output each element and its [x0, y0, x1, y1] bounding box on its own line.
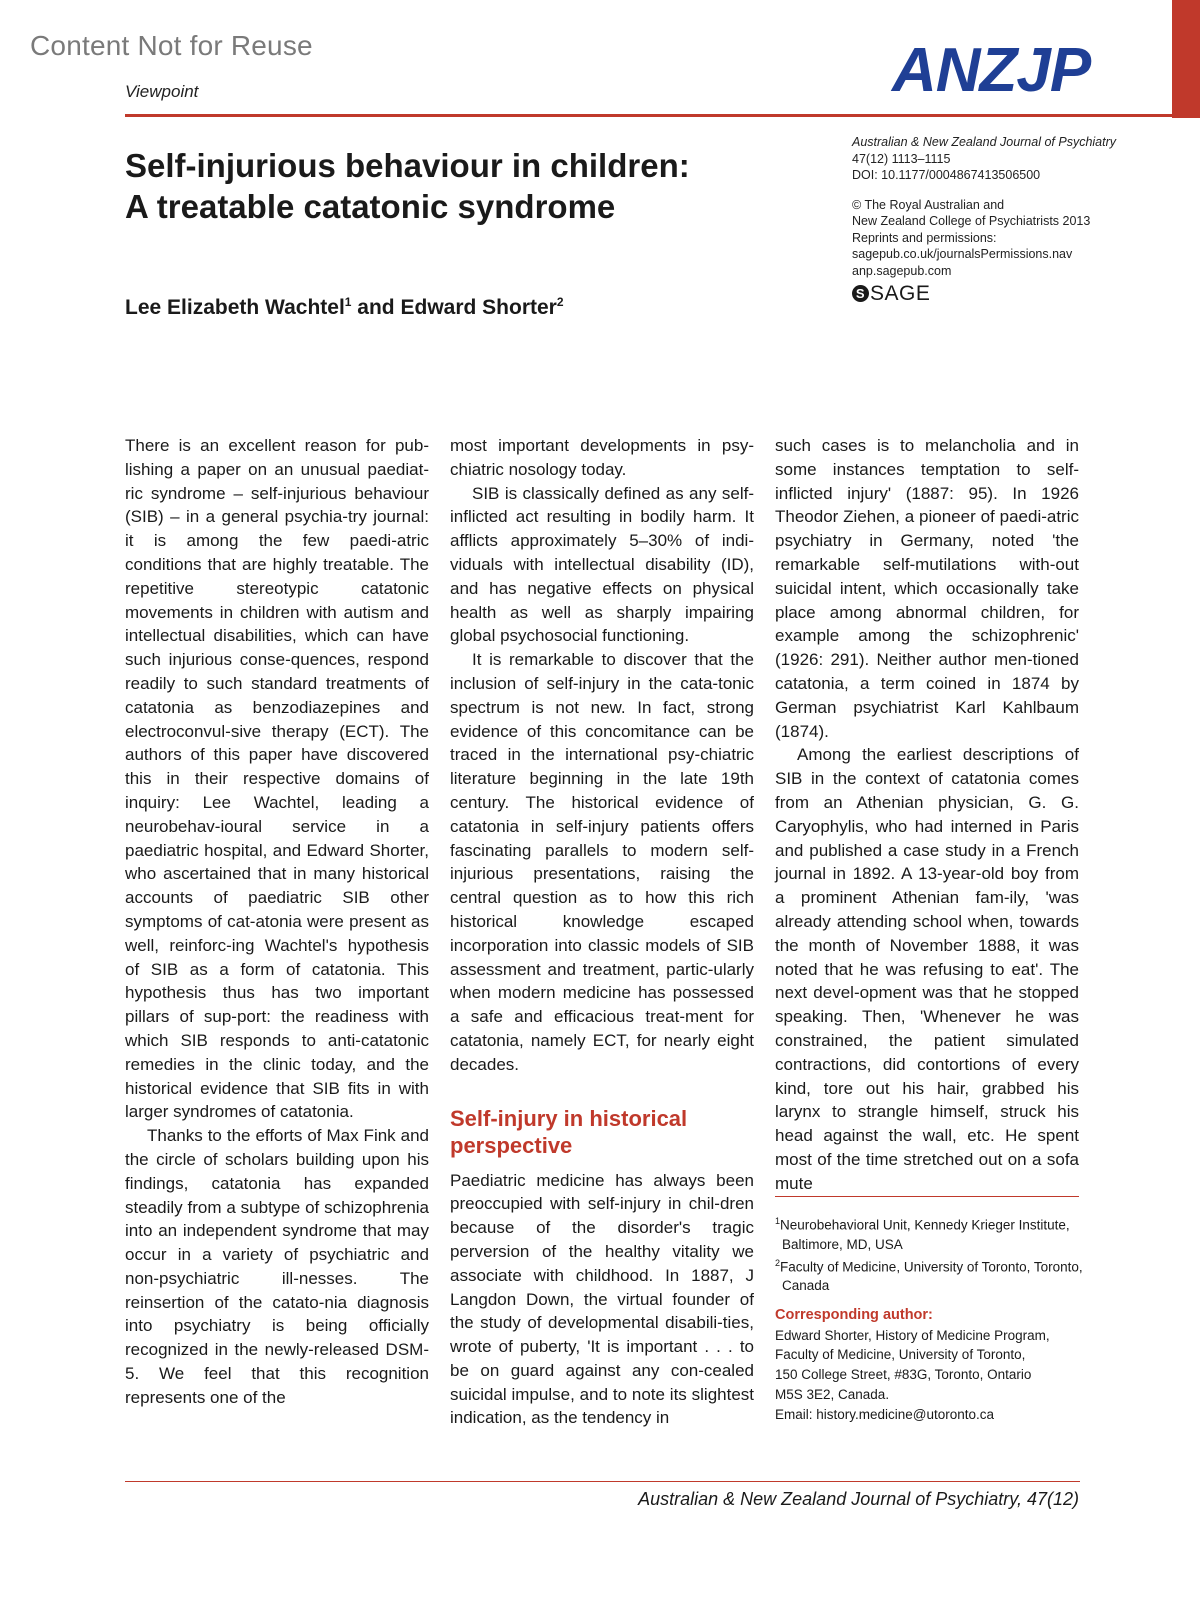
meta-copyright-1: © The Royal Australian and	[852, 197, 1005, 212]
header-rule	[125, 114, 1200, 117]
body-column-3	[775, 434, 1079, 1196]
body-paragraph: Among the earliest descriptions of SIB in the context of catatonia comes from an Athenian physician, G. G. Caryophylis, who had interned in Paris and published a case study in a French journal in 1892. A 13-year-old boy from a prominent Athenian fam-ily, 'was already attending school when, towards the month of November 1888, it was noted that he was refusing to eat'. The next devel-opment was that he stopped speaking. Then, 'Whenever he was constrained, the patient simulated contractions, did contortions of every kind, tore out his hair, grabbed his larynx to strangle himself, struck his head against the wall, etc. He spent most of the time stretched out on a sofa mute	[775, 745, 1079, 1193]
corresponding-email[interactable]: Email: history.medicine@utoronto.ca	[775, 1406, 995, 1422]
body-paragraph: It is remarkable to discover that the inclusion of self-injury in the cata-tonic spectrum is not new. In fact, strong evidence of this concomitance can be traced in the international psy-chiatric literature beginning in the late 19th century. The historical evidence of catatonia in self-injury patients offers fascinating parallels to modern self-injurious presentations, raising the central question as to how this rich historical knowledge escaped incorporation into classic models of SIB assessment and treatment, partic-ularly when modern medicine has possessed a safe and efficacious treat-ment for catatonia, namely ECT, for nearly eight decades.	[450, 650, 754, 1074]
corresponding-line: Faculty of Medicine, University of Toronto,	[775, 1347, 1026, 1363]
body-paragraph: Paediatric medicine has always been preoccupied with self-injury in chil-dren because of the disorder's tragic perversion of the healthy vitality we associate with childhood. In 1887, J Langdon Down, the virtual founder of the study of developmental disabili-ties, wrote of puberty, 'It is important . . . to be on guard against any con-cealed suicidal impulse, and to note its slightest indication, as the tendency in	[450, 1170, 754, 1428]
page-footer: Australian & New Zealand Journal of Psychiatry, 47(12)	[638, 1489, 1079, 1509]
body-paragraph: most important developments in psy-chiatric nosology today.	[450, 436, 754, 479]
corresponding-line: 150 College Street, #83G, Toronto, Ontario	[775, 1367, 1032, 1383]
section-label: Viewpoint	[125, 82, 199, 101]
body-paragraph: such cases is to melancholia and in some instances temptation to self-inflicted injury' (1887: 95). In 1926 Theodor Ziehen, a pioneer of paedi-atric psychiatry in Germany, noted 'the remarkable self-mutilations with-out suicidal intent, which occasionally take place among abnormal children, for example among the schizophrenic' (1926: 291). Neither author men-tioned catatonia, a term coined in 1874 by German psychiatrist Karl Kahlbaum (1874).	[775, 436, 1079, 741]
title-line-2: A treatable catatonic syndrome	[125, 188, 616, 225]
body-column-2	[450, 434, 754, 1430]
footnote-rule	[775, 1196, 1079, 1197]
author-conjunction: and	[351, 296, 401, 319]
affiliation-1	[775, 1212, 1085, 1254]
meta-reprints: Reprints and permissions:	[852, 230, 997, 245]
author-1: Lee Elizabeth Wachtel	[125, 296, 345, 319]
affiliation-text: Neurobehavioral Unit, Kennedy Krieger Institute, Baltimore, MD, USA	[780, 1217, 1070, 1252]
publisher-logo	[852, 282, 930, 306]
meta-journal: Australian & New Zealand Journal of Psychiatry	[852, 135, 1117, 149]
affiliation-2	[775, 1254, 1085, 1296]
footer-rule	[125, 1481, 1080, 1482]
corresponding-author-label: Corresponding author:	[775, 1307, 933, 1323]
affiliations	[775, 1212, 1085, 1295]
author-1-affil-mark: 1	[344, 295, 352, 309]
affiliation-text: Faculty of Medicine, University of Toronto, Toronto, Canada	[780, 1259, 1083, 1293]
accent-bar	[1172, 0, 1200, 118]
article-title	[125, 145, 805, 227]
watermark: Content Not for Reuse	[30, 30, 313, 61]
meta-copyright-2: New Zealand College of Psychiatrists 2013	[852, 214, 1091, 228]
meta-volume: 47(12) 1113–1115	[852, 151, 951, 166]
article-metadata	[852, 134, 1172, 279]
section-heading: Self-injury in historical perspective	[450, 1105, 688, 1158]
author-list	[125, 295, 564, 320]
affiliation-mark: 2	[775, 1257, 781, 1268]
corresponding-line: Edward Shorter, History of Medicine Program,	[775, 1327, 1050, 1343]
publisher-name: SAGE	[870, 282, 931, 305]
body-column-1	[125, 434, 429, 1410]
title-line-1: Self-injurious behaviour in children:	[125, 147, 690, 184]
corresponding-author	[775, 1306, 1085, 1424]
meta-site-link[interactable]: anp.sagepub.com	[852, 263, 952, 278]
meta-doi: DOI: 10.1177/0004867413506500	[852, 168, 1041, 182]
body-paragraph: Thanks to the efforts of Max Fink and the circle of scholars building upon his findings, catatonia has expanded steadily from a subtype of schizophrenia into an independent syndrome that may occur in a variety of psychiatric and non-psychiatric ill-nesses. The reinsertion of the catato-nia diagnosis into psychiatry is being officially recognized in the newly-released DSM-5. We feel that this recognition represents one of the	[125, 1126, 429, 1407]
sage-icon: S	[852, 285, 869, 302]
body-paragraph: There is an excellent reason for pub-lishing a paper on an unusual paediat-ric syndrome – self-injurious behaviour (SIB) – in a general psychia-try journal: it is among the few paedi-atric conditions that are highly treatable. The repetitive stereotypic catatonic movements in children with autism and intellectual disabilities, which can have such injurious conse-quences, respond readily to such standard treatments of catatonia as benzodiazepines and electroconvul-sive therapy (ECT). The authors of this paper have discovered this in their respective domains of inquiry: Lee Wachtel, leading a neurobehav-ioural service in a paediatric hospital, and Edward Shorter, who ascertained that in many historical accounts of paediatric SIB other symptoms of cat-atonia were present as well, reinforc-ing Wachtel's hypothesis of SIB as a form of catatonia. This hypothesis thus has two important pillars of sup-port: the readiness with which SIB responds to anti-catatonic remedies in the clinic today, and the historical evidence that SIB fits in with larger syndromes of catatonia.	[125, 436, 429, 1122]
corresponding-line: M5S 3E2, Canada.	[775, 1386, 890, 1402]
affiliation-mark: 1	[775, 1216, 781, 1226]
journal-logo: ANZJP	[892, 36, 1091, 105]
author-2: Edward Shorter	[400, 296, 557, 319]
body-paragraph: SIB is classically defined as any self-inflicted act resulting in bodily harm. It afflicts approximately 5–30% of indi-viduals with intellectual disability (ID), and has negative effects on physical health as well as sharply impairing global psychosocial functioning.	[450, 483, 754, 646]
meta-permissions-link[interactable]: sagepub.co.uk/journalsPermissions.nav	[852, 247, 1073, 261]
author-2-affil-mark: 2	[556, 295, 564, 309]
